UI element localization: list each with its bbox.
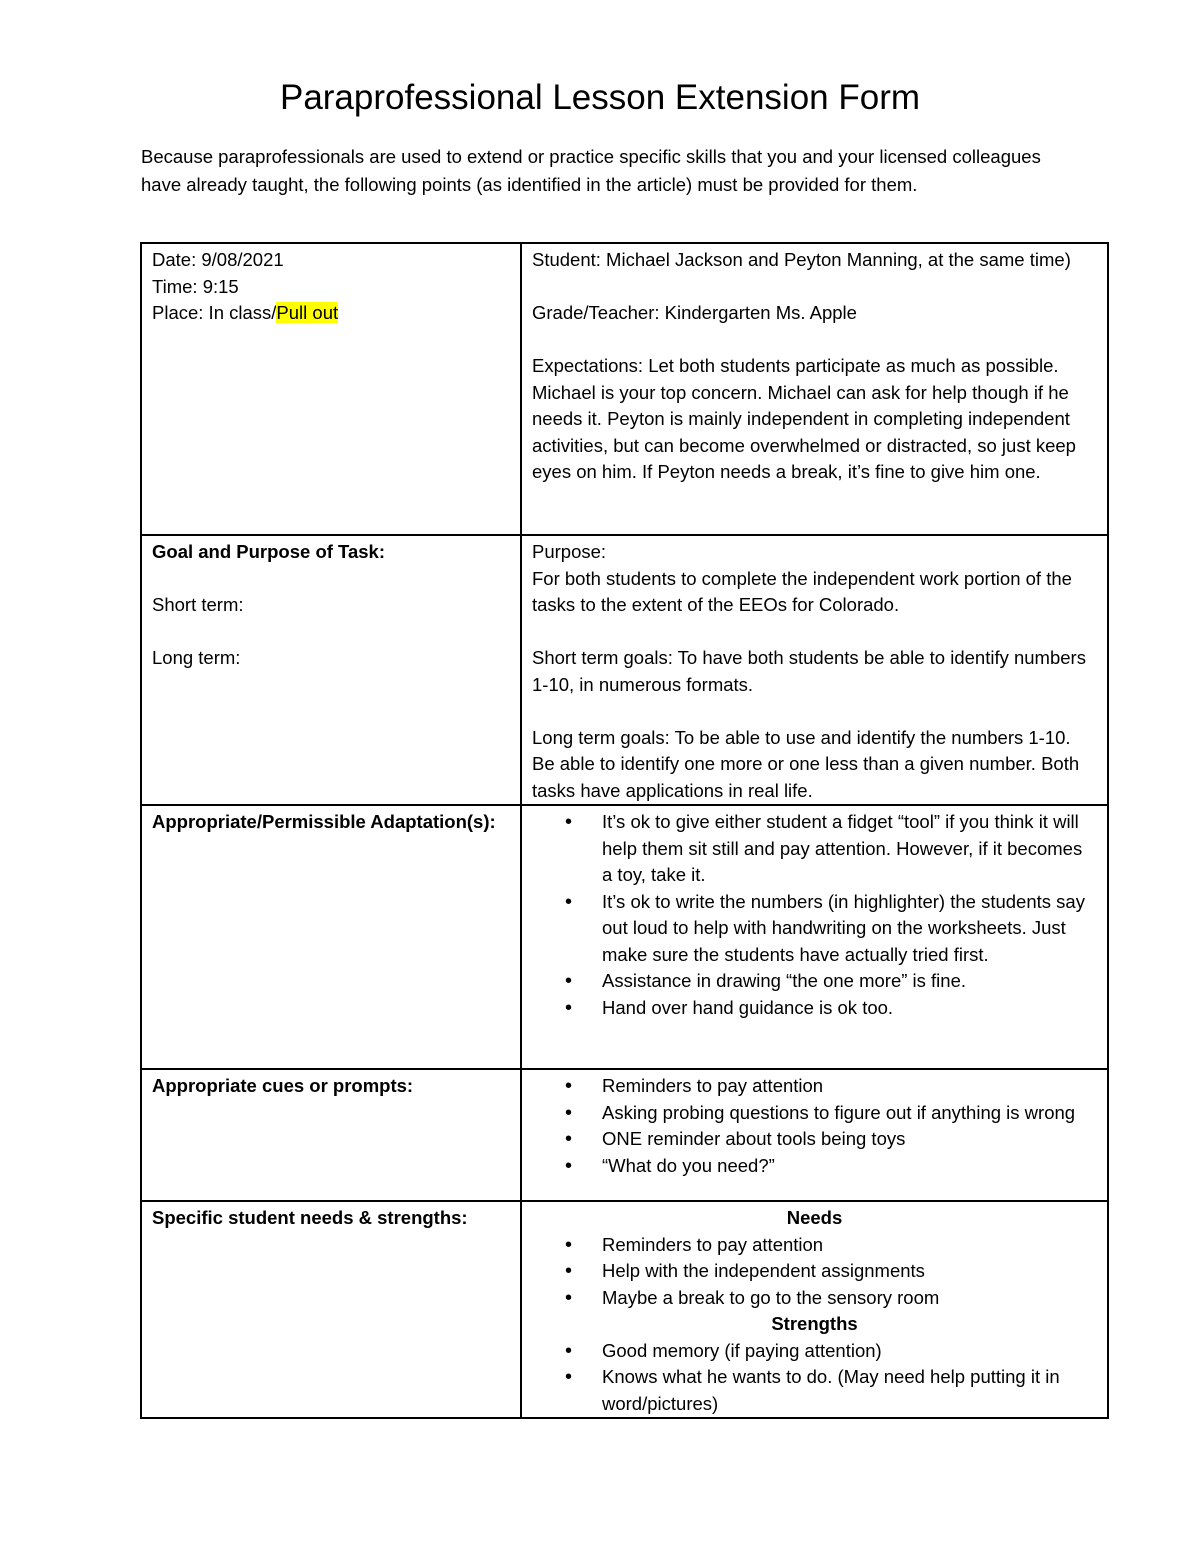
list-item: • Assistance in drawing “the one more” is fine. xyxy=(532,968,1097,995)
list-item: • Asking probing questions to figure out if anything is wrong xyxy=(532,1100,1097,1127)
list-item: • It’s ok to give either student a fidget “tool” if you think it will help them sit still and pay attention. However, if it becomes a toy, take it. xyxy=(532,809,1097,889)
lesson-extension-table xyxy=(140,242,1109,1419)
place-field xyxy=(152,300,510,327)
cues-list xyxy=(532,1073,1097,1179)
cues-heading: Appropriate cues or prompts: xyxy=(152,1075,414,1096)
strengths-label: Strengths xyxy=(771,1313,858,1334)
student-info-cell xyxy=(521,243,1108,535)
grade-teacher-field: Grade/Teacher: Kindergarten Ms. Apple xyxy=(532,302,857,323)
list-item: • Hand over hand guidance is ok too. xyxy=(532,995,1097,1022)
list-item: • Help with the independent assignments xyxy=(532,1258,1097,1285)
list-item: • It’s ok to write the numbers (in highlighter) the students say out loud to help with handwriting on the worksheets. Just make sure the students have actually tried first. xyxy=(532,889,1097,969)
goal-heading: Goal and Purpose of Task: xyxy=(152,541,386,562)
list-item: • Reminders to pay attention xyxy=(532,1073,1097,1100)
short-term-label: Short term: xyxy=(152,594,244,615)
cues-content-cell xyxy=(521,1069,1108,1201)
needs-strengths-heading: Specific student needs & strengths: xyxy=(152,1207,468,1228)
goal-content-cell xyxy=(521,535,1108,805)
intro-paragraph: Because paraprofessionals are used to extend or practice specific skills that you and your licensed colleagues have already taught, the following points (as identified in the article) must be provided for them. xyxy=(141,146,1041,195)
adaptations-content-cell xyxy=(521,805,1108,1069)
cues-label-cell xyxy=(141,1069,521,1201)
student-field: Student: Michael Jackson and Peyton Manning, at the same time) xyxy=(532,249,1071,270)
adaptations-heading: Appropriate/Permissible Adaptation(s): xyxy=(152,811,496,832)
purpose-label: Purpose: xyxy=(532,541,607,562)
row-cues-prompts xyxy=(141,1069,1108,1201)
list-item: • Good memory (if paying attention) xyxy=(532,1338,1097,1365)
expectations-field: Expectations: Let both students participate as much as possible. Michael is your top concern. Michael can ask for help though if he needs it. Peyton is mainly independent in completing independent activities, but can become overwhelmed or distracted, so just keep eyes on him. If Peyton needs a break, it’s fine to give him one. xyxy=(532,355,1076,482)
long-term-label: Long term: xyxy=(152,647,241,668)
list-item: • “What do you need?” xyxy=(532,1153,1097,1180)
row-needs-strengths xyxy=(141,1201,1108,1418)
time-field: Time: 9:15 xyxy=(152,275,239,297)
needs-label: Needs xyxy=(786,1207,843,1228)
purpose-text: For both students to complete the independent work portion of the tasks to the extent of the EEOs for Colorado. xyxy=(532,567,1072,615)
row-date-student xyxy=(141,243,1108,535)
row-goal-purpose xyxy=(141,535,1108,805)
list-item: • Maybe a break to go to the sensory room xyxy=(532,1285,1097,1312)
strengths-list xyxy=(532,1338,1097,1418)
place-highlight: Pull out xyxy=(276,302,339,323)
adaptations-label-cell xyxy=(141,805,521,1069)
short-term-goals: Short term goals: To have both students be able to identify numbers 1-10, in numerous formats. xyxy=(532,647,1086,695)
place-prefix: Place: In class/ xyxy=(152,302,277,323)
date-field: Date: 9/08/2021 xyxy=(152,249,284,270)
needs-label-cell xyxy=(141,1201,521,1418)
list-item: • Reminders to pay attention xyxy=(532,1232,1097,1259)
needs-list xyxy=(532,1232,1097,1312)
row-adaptations xyxy=(141,805,1108,1069)
needs-content-cell xyxy=(521,1201,1108,1418)
list-item: • ONE reminder about tools being toys xyxy=(532,1126,1097,1153)
list-item: • Knows what he wants to do. (May need help putting it in word/pictures) xyxy=(532,1364,1097,1417)
adaptations-list xyxy=(532,809,1097,1021)
page-title: Paraprofessional Lesson Extension Form xyxy=(279,78,921,117)
goal-label-cell xyxy=(141,535,521,805)
long-term-goals: Long term goals: To be able to use and identify the numbers 1-10. Be able to identify one more or one less than a given number. Both tasks have applications in real life. xyxy=(532,726,1080,801)
date-time-place-cell xyxy=(141,243,521,535)
